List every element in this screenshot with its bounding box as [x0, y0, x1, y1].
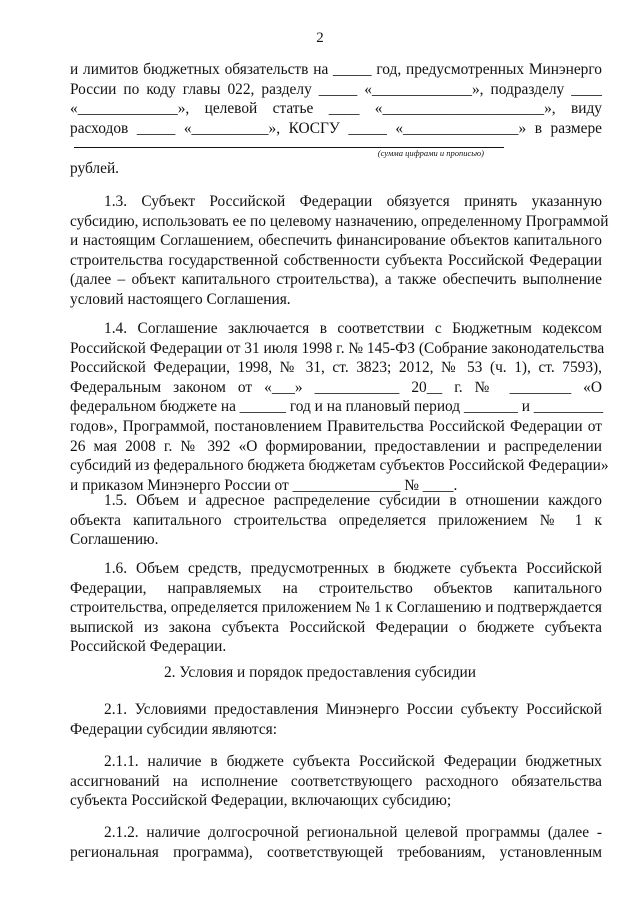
text-line: субъекта Российской Федерации, включающих субсидию;	[70, 792, 452, 810]
page-number: 2	[316, 30, 324, 46]
text-line: Соглашению.	[70, 531, 159, 549]
paragraph-2-1-2	[70, 823, 602, 862]
intro-paragraph	[70, 60, 602, 179]
text-line: региональная программа), соответствующей требованиям, установленным	[70, 843, 602, 861]
text-line: 2.1.2. наличие долгосрочной региональной целевой программы (далее -	[104, 824, 602, 841]
paragraph-1-3	[70, 192, 609, 310]
paragraph-1-4	[70, 319, 609, 495]
text-line: субсидий из федерального бюджета бюджетам субъектов Российской Федерации»	[70, 457, 609, 475]
text-line: и настоящим Соглашением, обеспечить финансирование объектов капитального	[70, 232, 602, 250]
text-line: «_____________», целевой статье ____ «_____________________», виду	[70, 100, 602, 118]
text-line: 1.5. Объем и адресное распределение субсидии в отношении каждого	[104, 492, 602, 509]
text-line: и приказом Минэнерго России от ______________ № ____.	[70, 476, 458, 494]
text-line: федеральном бюджете на ______ год и на плановый период _______ и _________	[70, 398, 604, 416]
text-line: строительства государственной собственности субъекта Российской Федерации	[70, 251, 602, 269]
text-line: 26 мая 2008 г. № 392 «О формировании, предоставлении и распределении	[70, 437, 602, 455]
text-line: субсидию, использовать ее по целевому назначению, определенному Программой	[70, 212, 609, 230]
paragraph-1-6	[70, 559, 602, 657]
text-line: рублей.	[70, 160, 120, 178]
text-line: 1.6. Объем средств, предусмотренных в бюджете субъекта Российской	[104, 560, 602, 577]
text-line: Федерации, направляемых на строительство объектов капитального	[70, 579, 602, 597]
paragraph-1-5	[70, 491, 602, 550]
text-line: и лимитов бюджетных обязательств на _____ год, предусмотренных Минэнерго	[70, 61, 602, 78]
text-line: Российской Федерации.	[70, 638, 227, 656]
text-line: 2.1. Условиями предоставления Минэнерго России субъекту Российской	[104, 701, 602, 718]
text-line: Федеральным законом от «___» ___________ 20__ г. № ________ «О	[70, 378, 602, 396]
paragraph-2-1	[70, 700, 602, 739]
text-line: (далее – объект капитального строительства), а также обеспечить выполнение	[70, 271, 602, 289]
text-line: Российской Федерации, 1998, № 31, ст. 3823; 2012, № 53 (ч. 1), ст. 7593),	[70, 359, 602, 377]
text-line: 1.3. Субъект Российской Федерации обязуется принять указанную	[104, 193, 602, 210]
paragraph-2-1-1	[70, 752, 602, 811]
text-line: ассигнований на исполнение соответствующего расходного обязательства	[70, 772, 602, 790]
text-line: России по коду главы 022, разделу _____ «_____________», подразделу ____	[70, 80, 602, 98]
text-line: годов», Программой, постановлением Правительства Российской Федерации от	[70, 417, 602, 435]
text-line: 2.1.1. наличие в бюджете субъекта Российской Федерации бюджетных	[104, 753, 602, 770]
text-line: объекта капитального строительства определяется приложением № 1 к	[70, 511, 602, 529]
section-heading: 2. Условия и порядок предоставления субсидии	[163, 664, 477, 681]
text-line: расходов _____ «__________», КОСГУ _____ «_______________» в размере	[70, 119, 602, 137]
text-line: выпиской из закона субъекта Российской Федерации о бюджете субъекта	[70, 618, 602, 636]
text-line: 1.4. Соглашение заключается в соответствии с Бюджетным кодексом	[104, 320, 602, 337]
amount-caption: (сумма цифрами и прописью)	[377, 148, 484, 159]
text-line: Российской Федерации от 31 июля 1998 г. № 145-ФЗ (Собрание законодательства	[70, 339, 605, 357]
text-line: условий настоящего Соглашения.	[70, 290, 291, 308]
text-line: Федерации субсидии являются:	[70, 720, 277, 738]
text-line: строительства, определяется приложением № 1 к Соглашению и подтверждается	[70, 599, 602, 617]
